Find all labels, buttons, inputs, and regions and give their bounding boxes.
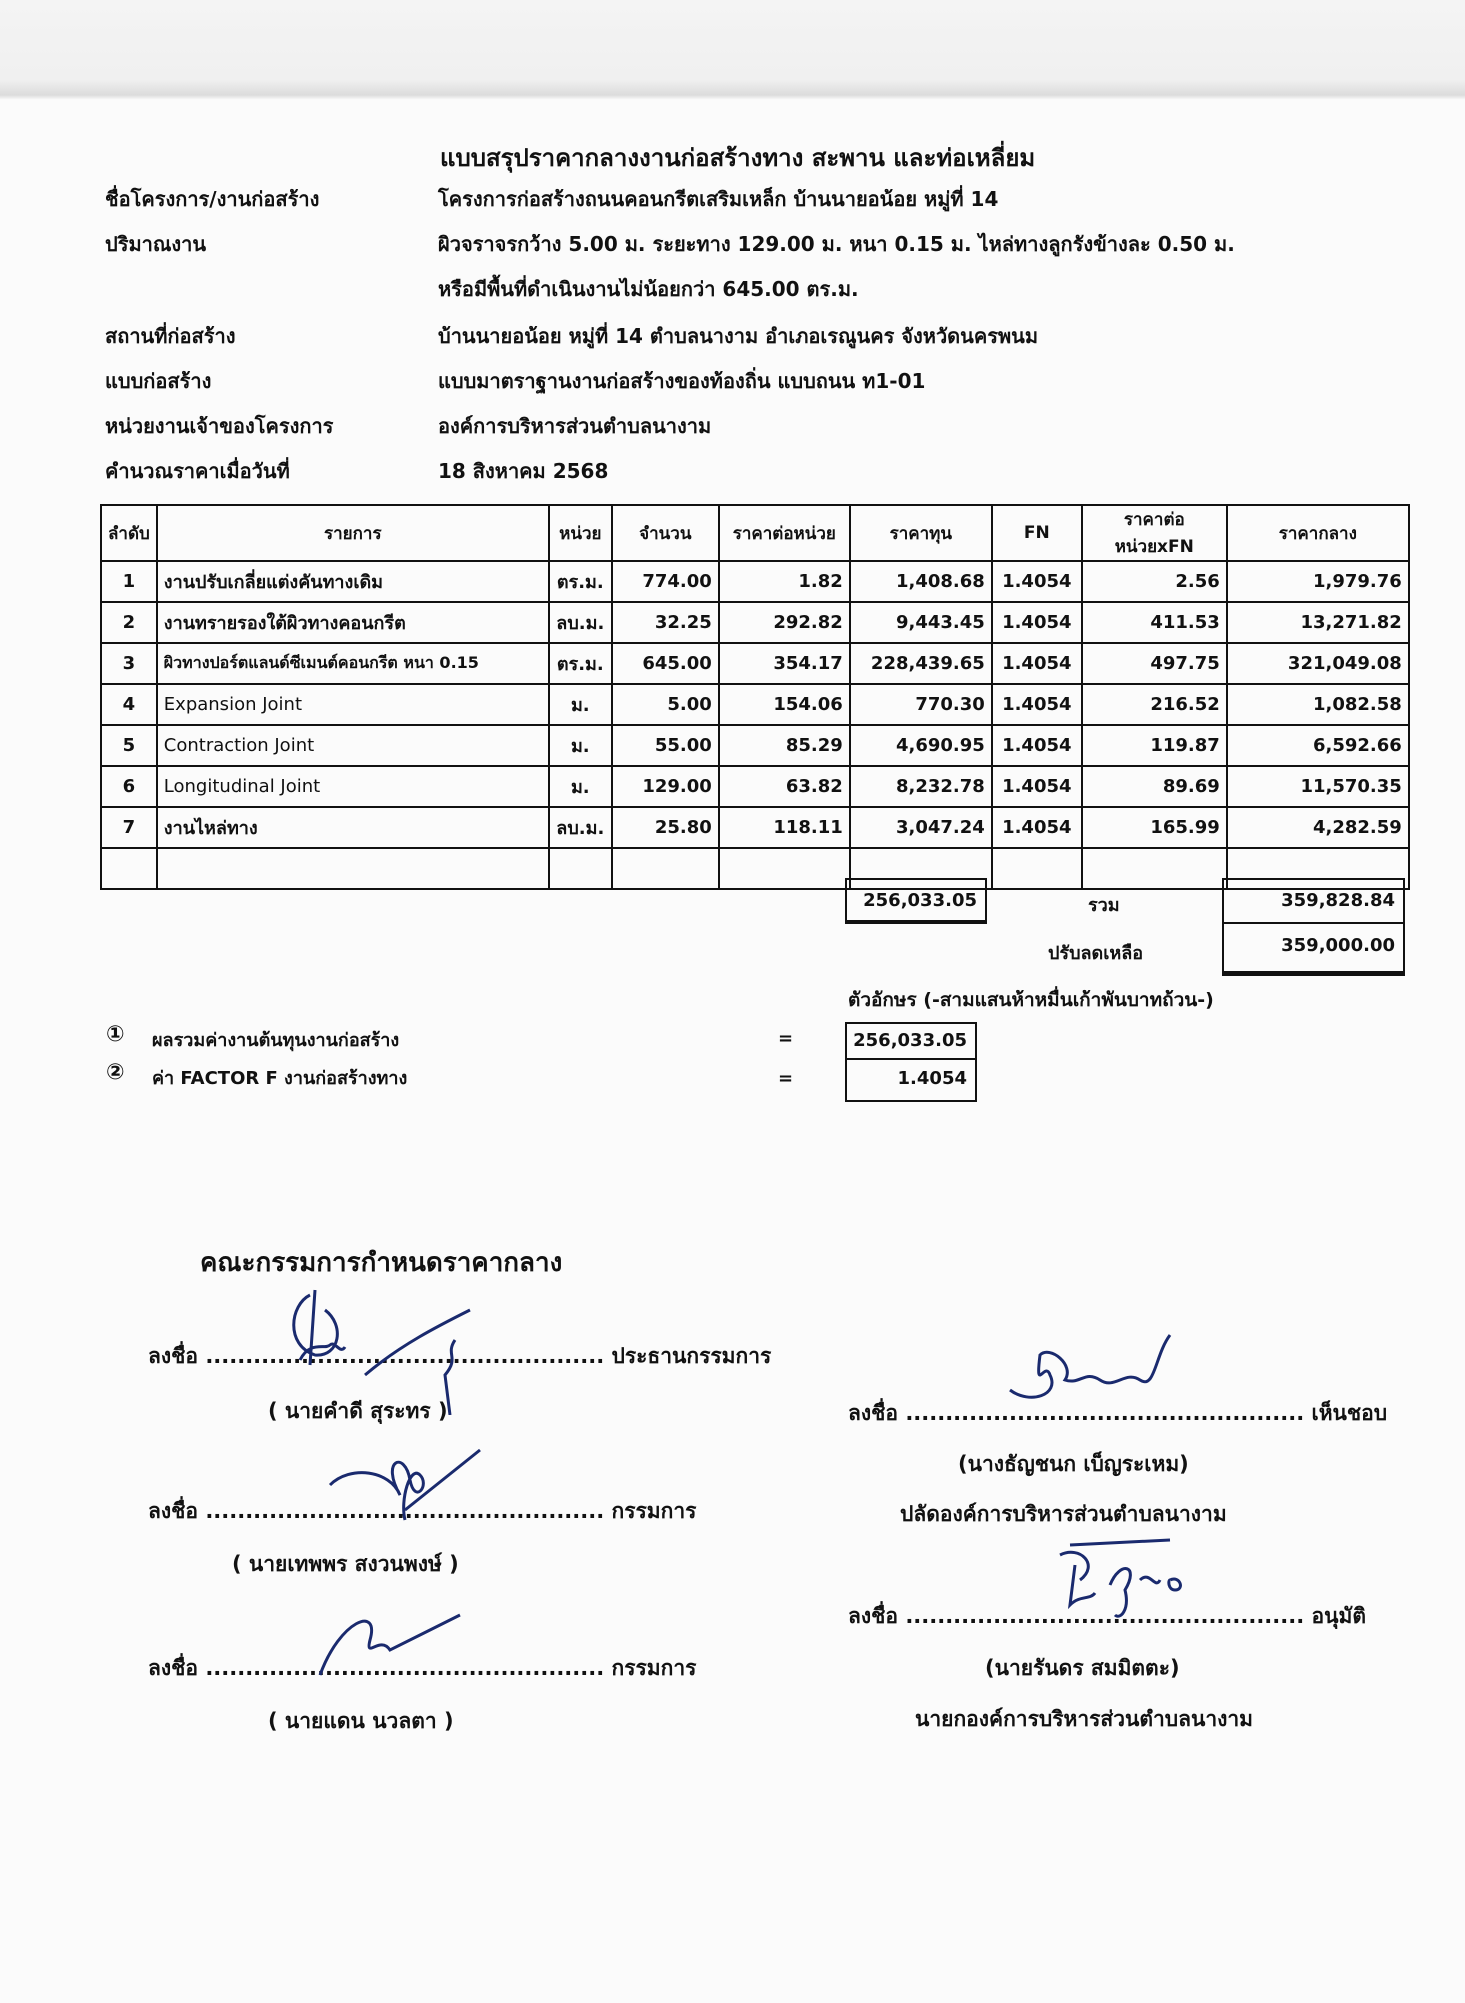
cell-item: Expansion Joint <box>157 684 549 725</box>
summary-eq-1: = <box>778 1028 794 1049</box>
field-value-location: บ้านนายอน้อย หมู่ที่ 14 ตำบลนางาม อำเภอเรณูนคร จังหวัดนครพนม <box>438 324 1038 348</box>
field-value-date: 18 สิงหาคม 2568 <box>438 459 609 483</box>
cell-median-price: 321,049.08 <box>1227 643 1409 684</box>
cell-unit-price: 154.06 <box>719 684 850 725</box>
cell-median-price: 13,271.82 <box>1227 602 1409 643</box>
amount-in-words: ตัวอักษร (-สามแสนห้าหมื่นเก้าพันบาทถ้วน-) <box>848 989 1214 1011</box>
cell-median-price: 1,979.76 <box>1227 561 1409 602</box>
col-header-cost: ราคาทุน <box>850 505 992 561</box>
summary-value-1: 256,033.05 <box>845 1022 977 1060</box>
summary-eq-2: = <box>778 1068 794 1089</box>
cell-unit: ตร.ม. <box>549 561 612 602</box>
table-row-empty <box>101 848 1409 889</box>
signature-member-2-icon <box>320 1440 520 1530</box>
sign-dots: .................................................. <box>205 1656 605 1680</box>
signature-endorser-icon <box>990 1325 1200 1425</box>
cell-item: งานปรับเกลี่ยแต่งคันทางเดิม <box>157 561 549 602</box>
cell-no: 1 <box>101 561 157 602</box>
table-row <box>101 807 1409 848</box>
member-name-1: ( นายคำดี สุระทร ) <box>268 1399 448 1423</box>
cell-item: งานไหล่ทาง <box>157 807 549 848</box>
cell-unit: ม. <box>549 766 612 807</box>
table-row <box>101 725 1409 766</box>
summary-value-2: 1.4054 <box>845 1058 977 1102</box>
cell-qty: 32.25 <box>612 602 719 643</box>
total-cost-box: 256,033.05 <box>845 878 987 924</box>
table-row <box>101 602 1409 643</box>
table-row <box>101 561 1409 602</box>
cell-item: ผิวทางปอร์ตแลนด์ซีเมนต์คอนกรีต หนา 0.15 <box>157 643 549 684</box>
cell-median-price: 1,082.58 <box>1227 684 1409 725</box>
cell-fn: 1.4054 <box>992 561 1082 602</box>
cell-qty: 129.00 <box>612 766 719 807</box>
sign-role: เห็นชอบ <box>1311 1401 1388 1425</box>
approver-name-2: (นายรันดร สมมิตตะ) <box>985 1656 1180 1680</box>
sign-dots: .................................................. <box>205 1344 605 1368</box>
cell-unit-price: 354.17 <box>719 643 850 684</box>
field-label-design: แบบก่อสร้าง <box>105 369 212 393</box>
cell-unit-price-fn: 497.75 <box>1082 643 1227 684</box>
cell-no: 4 <box>101 684 157 725</box>
signature-member-3-icon <box>300 1600 500 1680</box>
cell-qty: 5.00 <box>612 684 719 725</box>
field-value-quantity: ผิวจราจรกว้าง 5.00 ม. ระยะทาง 129.00 ม. หนา 0.15 ม. ไหล่ทางลูกรังข้างละ 0.50 ม. <box>438 232 1235 256</box>
sign-prefix: ลงชื่อ <box>848 1401 898 1425</box>
sign-role: กรรมการ <box>611 1656 697 1680</box>
rounded-value-box: 359,000.00 <box>1222 922 1405 976</box>
member-name-2: ( นายเทพพร สงวนพงษ์ ) <box>232 1552 459 1576</box>
cell-qty: 25.80 <box>612 807 719 848</box>
cell-qty: 55.00 <box>612 725 719 766</box>
sign-prefix: ลงชื่อ <box>148 1499 198 1523</box>
sign-prefix: ลงชื่อ <box>848 1604 898 1628</box>
cell-unit-price-fn: 165.99 <box>1082 807 1227 848</box>
cell-unit-price: 85.29 <box>719 725 850 766</box>
cell-median-price: 11,570.35 <box>1227 766 1409 807</box>
cell-cost: 3,047.24 <box>850 807 992 848</box>
cell-fn: 1.4054 <box>992 725 1082 766</box>
table-row <box>101 643 1409 684</box>
field-value-owner: องค์การบริหารส่วนตำบลนางาม <box>438 414 712 438</box>
table-row <box>101 766 1409 807</box>
field-label-project: ชื่อโครงการ/งานก่อสร้าง <box>105 187 320 211</box>
col-header-qty: จำนวน <box>612 505 719 561</box>
signature-chairman-icon <box>270 1285 500 1415</box>
approver-name-1: (นางธัญชนก เบ็ญระเหม) <box>958 1452 1189 1476</box>
field-label-owner: หน่วยงานเจ้าของโครงการ <box>105 414 334 438</box>
member-name-3: ( นายแดน นวลตา ) <box>268 1709 454 1733</box>
cell-unit: ลบ.ม. <box>549 807 612 848</box>
cell-median-price: 6,592.66 <box>1227 725 1409 766</box>
field-label-quantity: ปริมาณงาน <box>105 232 207 256</box>
cell-cost: 1,408.68 <box>850 561 992 602</box>
sign-prefix: ลงชื่อ <box>148 1344 198 1368</box>
cell-fn: 1.4054 <box>992 602 1082 643</box>
cell-item: Longitudinal Joint <box>157 766 549 807</box>
col-header-fn: FN <box>992 505 1082 561</box>
cell-no: 5 <box>101 725 157 766</box>
cell-fn: 1.4054 <box>992 766 1082 807</box>
committee-heading: คณะกรรมการกำหนดราคากลาง <box>200 1248 563 1278</box>
table-header-row <box>101 505 1409 561</box>
rounded-label: ปรับลดเหลือ <box>1048 943 1144 964</box>
summary-marker-1: ① <box>106 1022 125 1047</box>
cell-unit-price: 63.82 <box>719 766 850 807</box>
cell-fn: 1.4054 <box>992 643 1082 684</box>
cell-no: 7 <box>101 807 157 848</box>
cell-unit: ลบ.ม. <box>549 602 612 643</box>
cell-fn: 1.4054 <box>992 684 1082 725</box>
field-label-date: คำนวณราคาเมื่อวันที่ <box>105 459 290 483</box>
sign-prefix: ลงชื่อ <box>148 1656 198 1680</box>
col-header-median-price: ราคากลาง <box>1227 505 1409 561</box>
cell-unit-price-fn: 216.52 <box>1082 684 1227 725</box>
cell-no: 6 <box>101 766 157 807</box>
cell-unit-price-fn: 89.69 <box>1082 766 1227 807</box>
col-header-unit-price: ราคาต่อหน่วย <box>719 505 850 561</box>
summary-label-1: ผลรวมค่างานต้นทุนงานก่อสร้าง <box>152 1030 400 1051</box>
cost-table <box>100 504 1410 890</box>
col-header-item: รายการ <box>157 505 549 561</box>
cell-fn: 1.4054 <box>992 807 1082 848</box>
sign-dots: .................................................. <box>905 1401 1305 1425</box>
cell-cost: 228,439.65 <box>850 643 992 684</box>
field-value-design: แบบมาตราฐานงานก่อสร้างของท้องถิ่น แบบถนน ท1-01 <box>438 369 926 393</box>
field-value-quantity-area: หรือมีพื้นที่ดำเนินงานไม่น้อยกว่า 645.00 ตร.ม. <box>438 277 859 301</box>
cell-median-price: 4,282.59 <box>1227 807 1409 848</box>
summary-marker-2: ② <box>106 1060 125 1085</box>
cell-unit-price: 1.82 <box>719 561 850 602</box>
cell-qty: 645.00 <box>612 643 719 684</box>
cell-cost: 9,443.45 <box>850 602 992 643</box>
total-median-box: 359,828.84 <box>1222 878 1405 924</box>
cell-no: 2 <box>101 602 157 643</box>
cell-unit-price-fn: 411.53 <box>1082 602 1227 643</box>
sign-role: ประธานกรรมการ <box>611 1344 772 1368</box>
sign-dots: .................................................. <box>205 1499 605 1523</box>
approver-position-2: นายกองค์การบริหารส่วนตำบลนางาม <box>915 1707 1254 1731</box>
cell-unit-price: 292.82 <box>719 602 850 643</box>
approver-position-1: ปลัดองค์การบริหารส่วนตำบลนางาม <box>900 1502 1227 1526</box>
document-title: แบบสรุปราคากลางงานก่อสร้างทาง สะพาน และท่อเหลี่ยม <box>440 144 1036 172</box>
cell-cost: 8,232.78 <box>850 766 992 807</box>
cell-cost: 4,690.95 <box>850 725 992 766</box>
cell-qty: 774.00 <box>612 561 719 602</box>
cell-unit-price-fn: 2.56 <box>1082 561 1227 602</box>
cell-unit-price: 118.11 <box>719 807 850 848</box>
col-header-unit-price-fn: ราคาต่อหน่วยxFN <box>1082 505 1227 561</box>
field-value-project: โครงการก่อสร้างถนนคอนกรีตเสริมเหล็ก บ้านนายอน้อย หมู่ที่ 14 <box>438 187 999 211</box>
summary-label-2: ค่า FACTOR F งานก่อสร้างทาง <box>152 1068 408 1089</box>
sign-dots: .................................................. <box>905 1604 1305 1628</box>
cell-item: งานทรายรองใต้ผิวทางคอนกรีต <box>157 602 549 643</box>
total-label: รวม <box>1088 895 1120 916</box>
cell-unit: ม. <box>549 725 612 766</box>
cell-item: Contraction Joint <box>157 725 549 766</box>
field-label-location: สถานที่ก่อสร้าง <box>105 324 236 348</box>
col-header-unit: หน่วย <box>549 505 612 561</box>
sign-role: กรรมการ <box>611 1499 697 1523</box>
table-row <box>101 684 1409 725</box>
cell-unit: ตร.ม. <box>549 643 612 684</box>
cell-no: 3 <box>101 643 157 684</box>
cell-cost: 770.30 <box>850 684 992 725</box>
cell-unit: ม. <box>549 684 612 725</box>
cell-unit-price-fn: 119.87 <box>1082 725 1227 766</box>
col-header-no: ลำดับ <box>101 505 157 561</box>
signature-approver-icon <box>1030 1535 1210 1625</box>
sign-role: อนุมัติ <box>1311 1604 1366 1628</box>
paper-fold-shadow <box>0 0 1465 100</box>
